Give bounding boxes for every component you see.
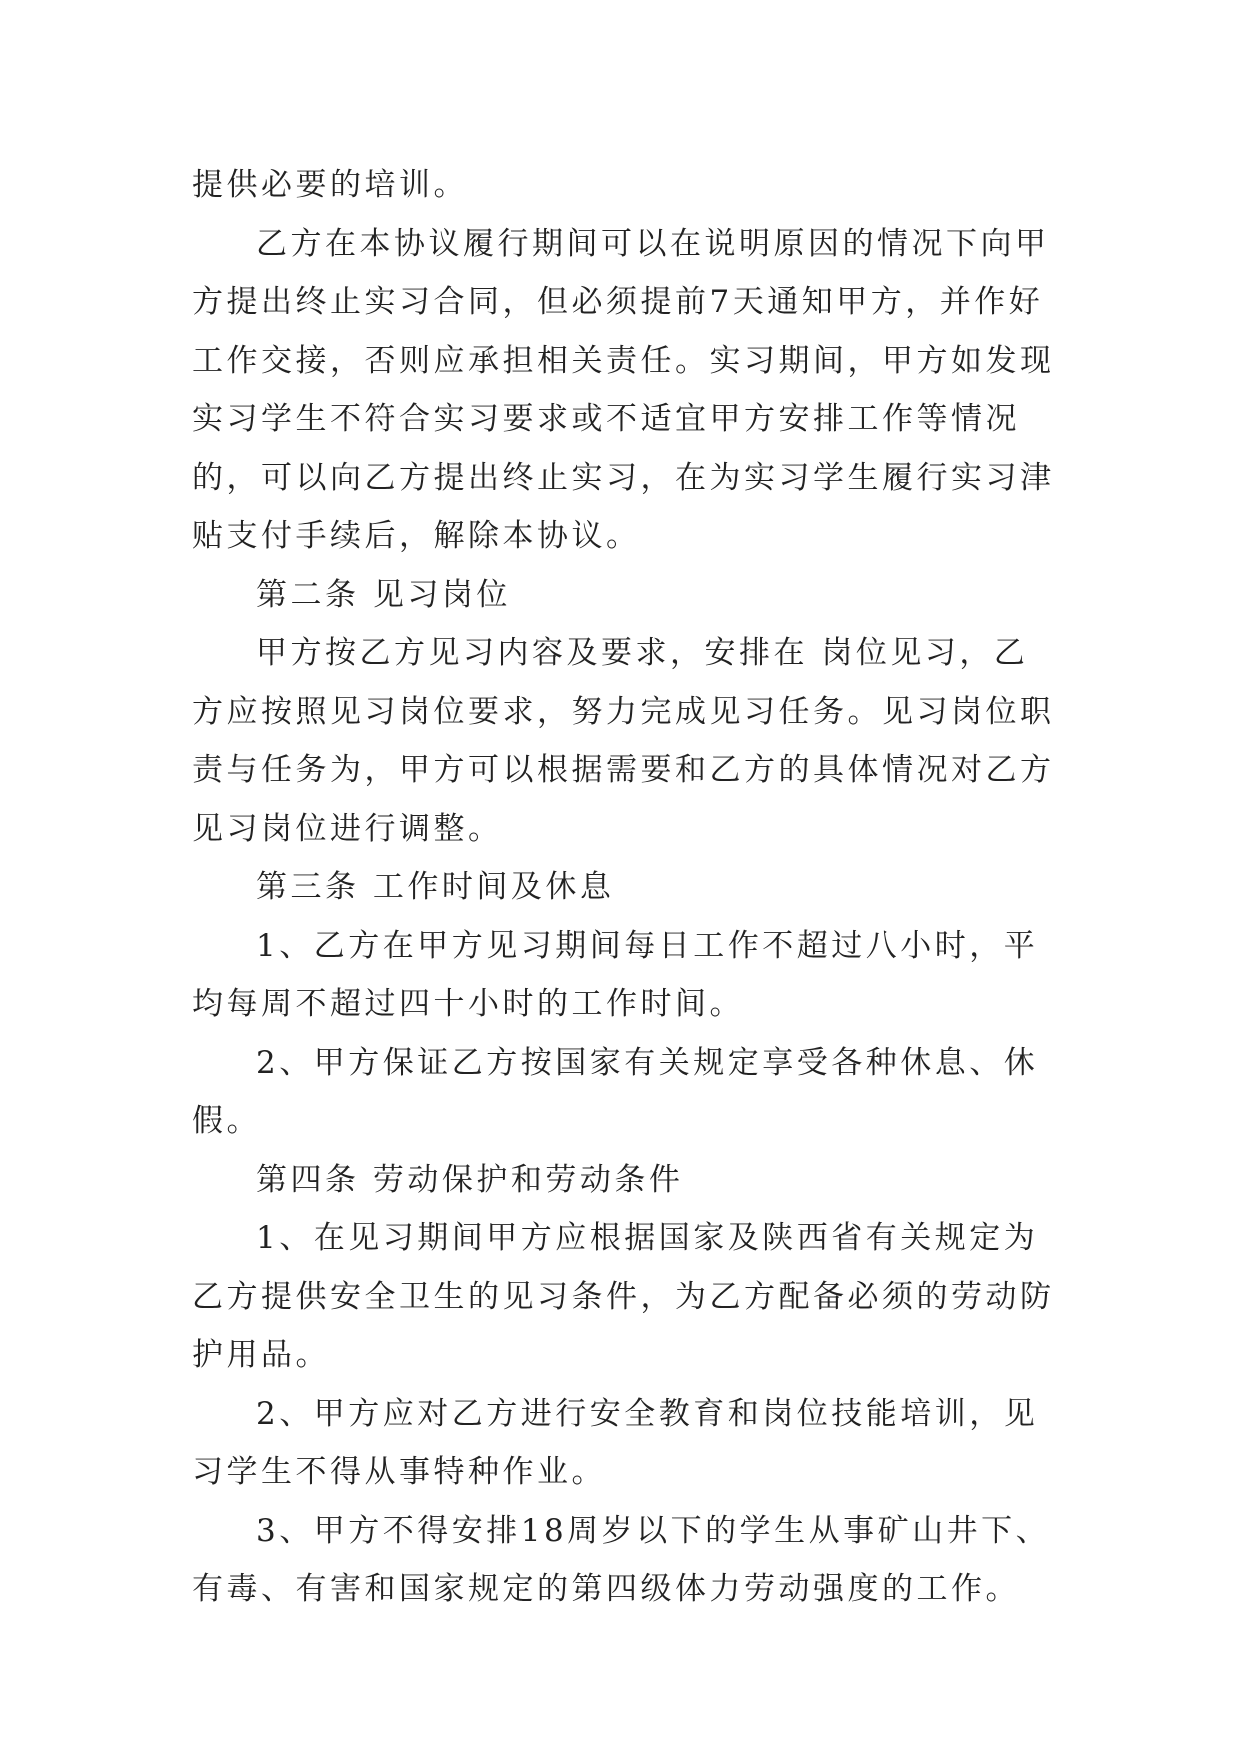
paragraph-internship-position: 甲方按乙方见习内容及要求，安排在 岗位见习，乙方应按照见习岗位要求，努力完成见习任务。见习岗位职责与任务为，甲方可以根据需要和乙方的具体情况对乙方见习岗位进行调整。 xyxy=(192,635,1055,847)
paragraph-safety-training: 2、甲方应对乙方进行安全教育和岗位技能培训，见习学生不得从事特种作业。 xyxy=(192,1395,1039,1490)
paragraph-rest-holidays: 2、甲方保证乙方按国家有关规定享受各种休息、休假。 xyxy=(192,1044,1039,1139)
paragraph-working-hours: 1、乙方在甲方见习期间每日工作不超过八小时，平均每周不超过四十小时的工作时间。 xyxy=(192,927,1039,1022)
document-body xyxy=(192,156,1062,1619)
paragraph-minor-protection: 3、甲方不得安排18周岁以下的学生从事矿山井下、有毒、有害和国家规定的第四级体力劳动强度的工作。 xyxy=(192,1512,1051,1607)
heading-article-3: 第三条 工作时间及休息 xyxy=(256,869,615,905)
paragraph-training-continuation: 提供必要的培训。 xyxy=(192,167,468,203)
paragraph-termination: 乙方在本协议履行期间可以在说明原因的情况下向甲方提出终止实习合同，但必须提前7天通知甲方，并作好工作交接，否则应承担相关责任。实习期间，甲方如发现实习学生不符合实习要求或不适宜甲方安排工作等情况的，可以向乙方提出终止实习，在为实习学生履行实习津贴支付手续后，解除本协议。 xyxy=(192,225,1055,554)
paragraph-safety-conditions: 1、在见习期间甲方应根据国家及陕西省有关规定为乙方提供安全卫生的见习条件，为乙方配备必须的劳动防护用品。 xyxy=(192,1220,1055,1373)
heading-article-4: 第四条 劳动保护和劳动条件 xyxy=(256,1161,684,1198)
heading-article-2: 第二条 见习岗位 xyxy=(256,576,511,613)
